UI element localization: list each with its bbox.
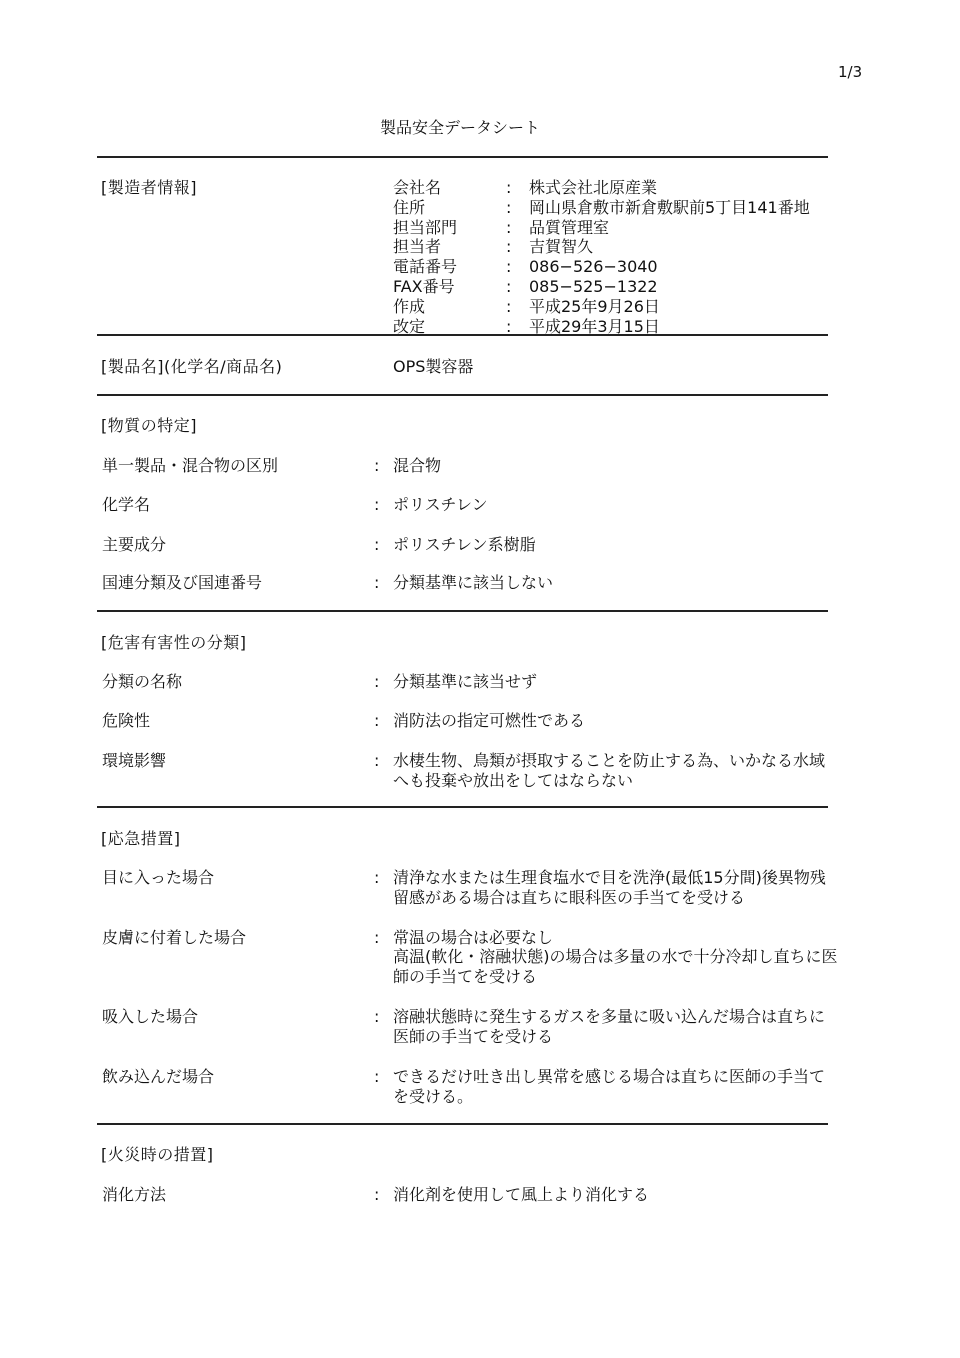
skin-contact-value-1: 常温の場合は必要なし (393, 928, 554, 947)
colon: : (374, 711, 380, 730)
classification-name-value: 分類基準に該当せず (393, 672, 538, 691)
contact-person-value: 吉賀智久 (529, 237, 594, 256)
colon: : (374, 1007, 380, 1026)
created-label: 作成 (393, 297, 426, 316)
inhalation-label: 吸入した場合 (102, 1007, 199, 1026)
colon: : (506, 218, 512, 237)
colon: : (506, 257, 512, 276)
extinguishing-method-label: 消化方法 (102, 1185, 167, 1204)
divider (97, 394, 828, 396)
un-classification-label: 国連分類及び国連番号 (102, 573, 263, 592)
colon: : (374, 535, 380, 554)
eye-contact-value: 清浄な水または生理食塩水で目を洗浄(最低15分間)後異物残留感がある場合は直ちに眼科医の手当てを受ける (393, 868, 826, 907)
colon: : (374, 1185, 380, 1204)
eye-contact-label: 目に入った場合 (102, 868, 215, 887)
divider (97, 1123, 828, 1125)
section-heading-product: [製品名](化学名/商品名) (101, 357, 283, 376)
created-value: 平成25年9月26日 (529, 297, 660, 316)
section-heading-first-aid: [応急措置] (101, 829, 181, 848)
main-component-value: ポリスチレン系樹脂 (393, 535, 536, 554)
substance-type-value: 混合物 (393, 456, 442, 475)
ingestion-label: 飲み込んだ場合 (102, 1067, 215, 1086)
extinguishing-method-value: 消化剤を使用して風上より消化する (393, 1185, 650, 1204)
department-label: 担当部門 (393, 218, 458, 237)
company-value: 株式会社北原産業 (529, 178, 658, 197)
substance-type-label: 単一製品・混合物の区別 (102, 456, 279, 475)
ingestion-value: できるだけ吐き出し異常を感じる場合は直ちに医師の手当てを受ける。 (393, 1067, 826, 1106)
phone-label: 電話番号 (393, 257, 458, 276)
chemical-name-value: ポリスチレン (393, 495, 488, 514)
colon: : (374, 751, 380, 770)
address-value: 岡山県倉敷市新倉敷駅前5丁目141番地 (529, 198, 810, 217)
fax-value: 085−525−1322 (529, 277, 658, 296)
environmental-impact-label: 環境影響 (102, 751, 167, 770)
colon: : (374, 1067, 380, 1086)
chemical-name-label: 化学名 (102, 495, 151, 514)
section-heading-fire: [火災時の措置] (101, 1145, 214, 1164)
divider (97, 610, 828, 612)
contact-person-label: 担当者 (393, 237, 442, 256)
danger-value: 消防法の指定可燃性である (393, 711, 586, 730)
colon: : (506, 277, 512, 296)
revised-label: 改定 (393, 317, 426, 336)
section-heading-manufacturer: [製造者情報] (101, 178, 197, 197)
classification-name-label: 分類の名称 (102, 672, 183, 691)
page-title: 製品安全データシート (380, 118, 541, 137)
danger-label: 危険性 (102, 711, 151, 730)
colon: : (506, 237, 512, 256)
skin-contact-label: 皮膚に付着した場合 (102, 928, 247, 947)
inhalation-value: 溶融状態時に発生するガスを多量に吸い込んだ場合は直ちに医師の手当てを受ける (393, 1007, 826, 1046)
colon: : (374, 495, 380, 514)
un-classification-value: 分類基準に該当しない (393, 573, 554, 592)
colon: : (506, 178, 512, 197)
colon: : (374, 456, 380, 475)
environmental-impact-value: 水棲生物、鳥類が摂取することを防止する為、いかなる水域へも投棄や放出をしてはならない (393, 751, 826, 790)
product-name: OPS製容器 (393, 357, 474, 376)
address-label: 住所 (393, 198, 426, 217)
company-label: 会社名 (393, 178, 442, 197)
divider (97, 156, 828, 158)
fax-label: FAX番号 (393, 277, 455, 296)
colon: : (506, 317, 512, 336)
department-value: 品質管理室 (529, 218, 610, 237)
skin-contact-value-2: 高温(軟化・溶融状態)の場合は多量の水で十分冷却し直ちに医師の手当てを受ける (393, 947, 838, 986)
phone-value: 086−526−3040 (529, 257, 658, 276)
colon: : (374, 573, 380, 592)
section-heading-hazard: [危害有害性の分類] (101, 633, 247, 652)
page-number: 1/3 (838, 63, 863, 81)
colon: : (506, 297, 512, 316)
divider (97, 806, 828, 808)
main-component-label: 主要成分 (102, 535, 167, 554)
section-heading-substance: [物質の特定] (101, 416, 197, 435)
colon: : (506, 198, 512, 217)
colon: : (374, 868, 380, 887)
revised-value: 平成29年3月15日 (529, 317, 660, 336)
colon: : (374, 928, 380, 947)
colon: : (374, 672, 380, 691)
divider (97, 334, 828, 336)
